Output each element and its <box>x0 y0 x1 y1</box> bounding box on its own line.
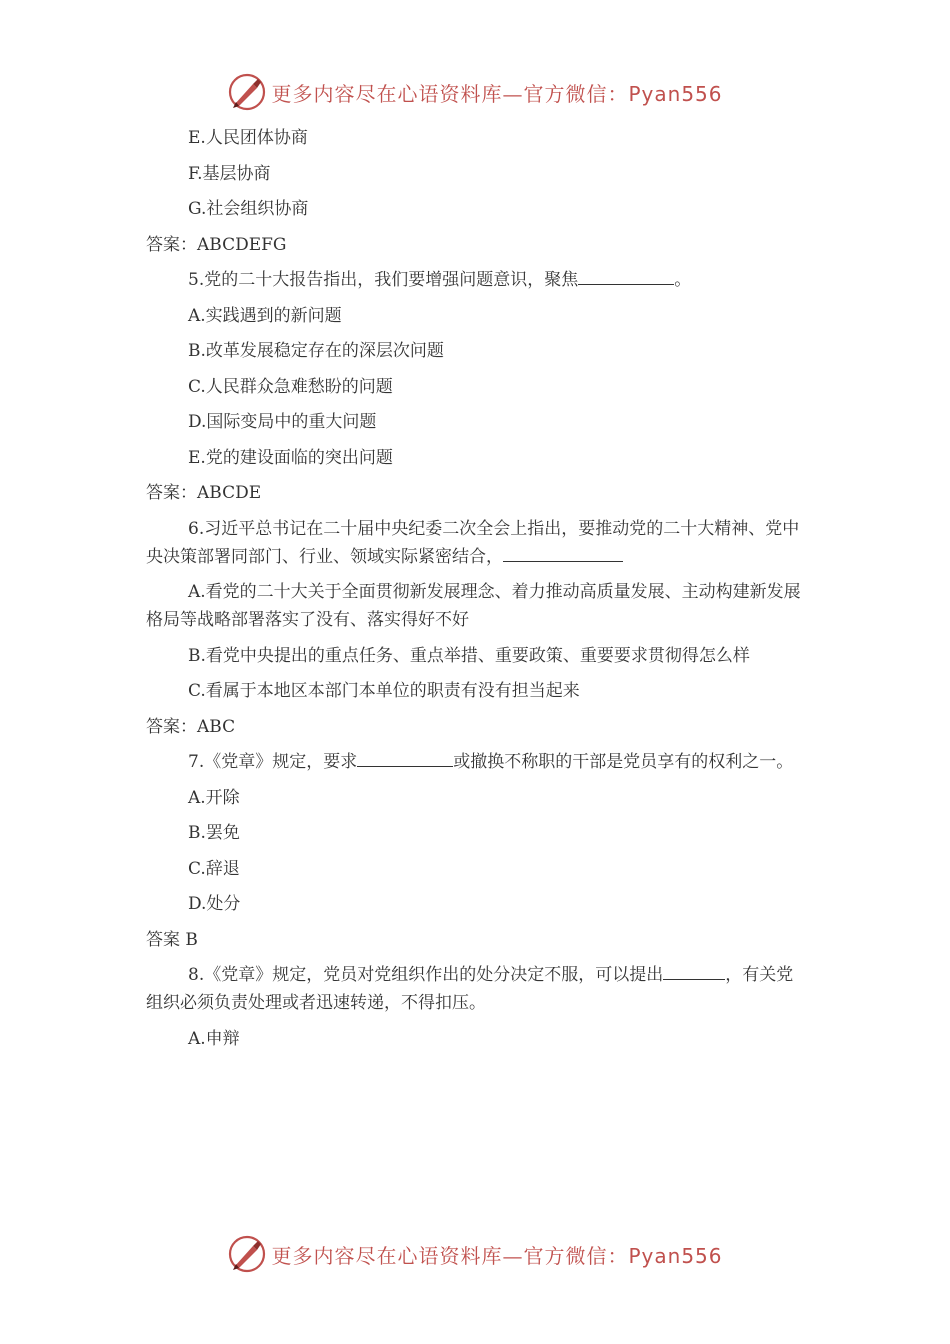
answer: 答案 B <box>146 929 198 950</box>
option: A.申辩 <box>188 1028 240 1049</box>
option: E.党的建设面临的突出问题 <box>188 447 393 468</box>
option: C.辞退 <box>188 858 240 879</box>
banner-text: 更多内容尽在心语资料库—官方微信：Pyan556 <box>271 81 723 106</box>
option: A.实践遇到的新问题 <box>188 305 342 326</box>
option: D.处分 <box>188 894 241 914</box>
question-6: 6.习近平总书记在二十届中央纪委二次全会上指出，要推动党的二十大精神、党中央决策部署同部门、行业、领域实际紧密结合， <box>146 518 800 567</box>
document-body <box>146 124 806 1060</box>
answer: 答案：ABCDE <box>146 483 262 503</box>
question-8: 8.《党章》规定，党员对党组织作出的处分决定不服，可以提出 ，有关党组织必须负责处理或者迅速转递，不得扣压。 <box>146 961 806 1017</box>
option: G.社会组织协商 <box>188 199 309 219</box>
answer: 答案：ABC <box>146 716 236 737</box>
footer-banner <box>0 1232 950 1276</box>
option: B.看党中央提出的重点任务、重点举措、重要政策、重要要求贯彻得怎么样 <box>188 645 750 666</box>
pen-logo-icon <box>227 72 267 112</box>
option: B.改革发展稳定存在的深层次问题 <box>188 341 444 361</box>
option: C.人民群众急难愁盼的问题 <box>188 376 393 397</box>
banner-text: 更多内容尽在心语资料库—官方微信：Pyan556 <box>271 1243 723 1268</box>
wechat-id: Pyan556 <box>628 1243 723 1268</box>
option: B.罢免 <box>188 823 240 843</box>
option: D.国际变局中的重大问题 <box>188 412 377 432</box>
pen-logo-icon <box>227 1234 267 1274</box>
question-5: 5.党的二十大报告指出，我们要增强问题意识，聚焦 。 <box>146 266 806 294</box>
wechat-id: Pyan556 <box>628 81 723 106</box>
option: E.人民团体协商 <box>188 128 308 148</box>
option: A.开除 <box>188 787 240 808</box>
option: A.看党的二十大关于全面贯彻新发展理念、着力推动高质量发展、主动构建新发展格局等战略部署落实了没有、落实得好不好 <box>146 582 801 630</box>
question-7: 7.《党章》规定，要求 或撤换不称职的干部是党员享有的权利之一。 <box>146 748 806 776</box>
header-banner <box>0 70 950 114</box>
option: C.看属于本地区本部门本单位的职责有没有担当起来 <box>188 681 580 701</box>
answer: 答案：ABCDEFG <box>146 234 287 255</box>
option: F.基层协商 <box>188 163 271 184</box>
